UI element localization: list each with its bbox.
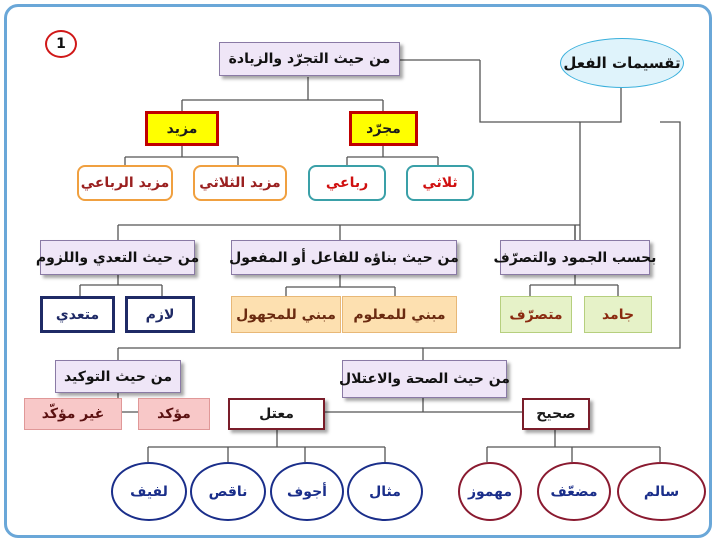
mazid-rubai-node: مزيد الرباعي <box>77 165 173 201</box>
mujarrad-node: مجرّد <box>349 111 418 146</box>
lafif-oval: لفيف <box>111 462 187 521</box>
jamid-node: جامد <box>584 296 652 333</box>
salim-oval: سالم <box>617 462 706 521</box>
thulathi-node: ثلاثي <box>406 165 474 201</box>
mazid-node: مزيد <box>145 111 219 146</box>
lazim-node: لازم <box>125 296 195 333</box>
tawkid-title: من حيث التوكيد <box>55 360 181 393</box>
root-node: تقسيمات الفعل <box>560 38 684 88</box>
mazid-thulathi-node: مزيد الثلاثي <box>193 165 287 201</box>
mithal-oval: مثال <box>347 462 423 521</box>
ajwaf-oval: أجوف <box>270 462 344 521</box>
binaa-title: من حيث بناؤه للفاعل أو المفعول <box>231 240 457 275</box>
mutaaddi-node: متعدي <box>40 296 115 333</box>
jumud-title: بحسب الجمود والتصرّف <box>500 240 650 275</box>
mahmouz-oval: مهموز <box>458 462 522 521</box>
tajarrud-title: من حيث التجرّد والزيادة <box>219 42 400 76</box>
muatal-node: معتل <box>228 398 325 430</box>
naqis-oval: ناقص <box>190 462 266 521</box>
mutasarrif-node: متصرّف <box>500 296 572 333</box>
mabni-majhoul-node: مبني للمجهول <box>231 296 341 333</box>
mabni-maloum-node: مبني للمعلوم <box>342 296 457 333</box>
ghayr-muakkad-node: غير مؤكّد <box>24 398 122 430</box>
number-badge: 1 <box>45 30 77 58</box>
sihha-title: من حيث الصحة والاعتلال <box>342 360 507 398</box>
rubai-node: رباعي <box>308 165 386 201</box>
muakkad-node: مؤكد <box>138 398 210 430</box>
sahih-node: صحيح <box>522 398 590 430</box>
mudaaf-oval: مضعّف <box>537 462 611 521</box>
taaddi-title: من حيث التعدي واللزوم <box>40 240 195 275</box>
